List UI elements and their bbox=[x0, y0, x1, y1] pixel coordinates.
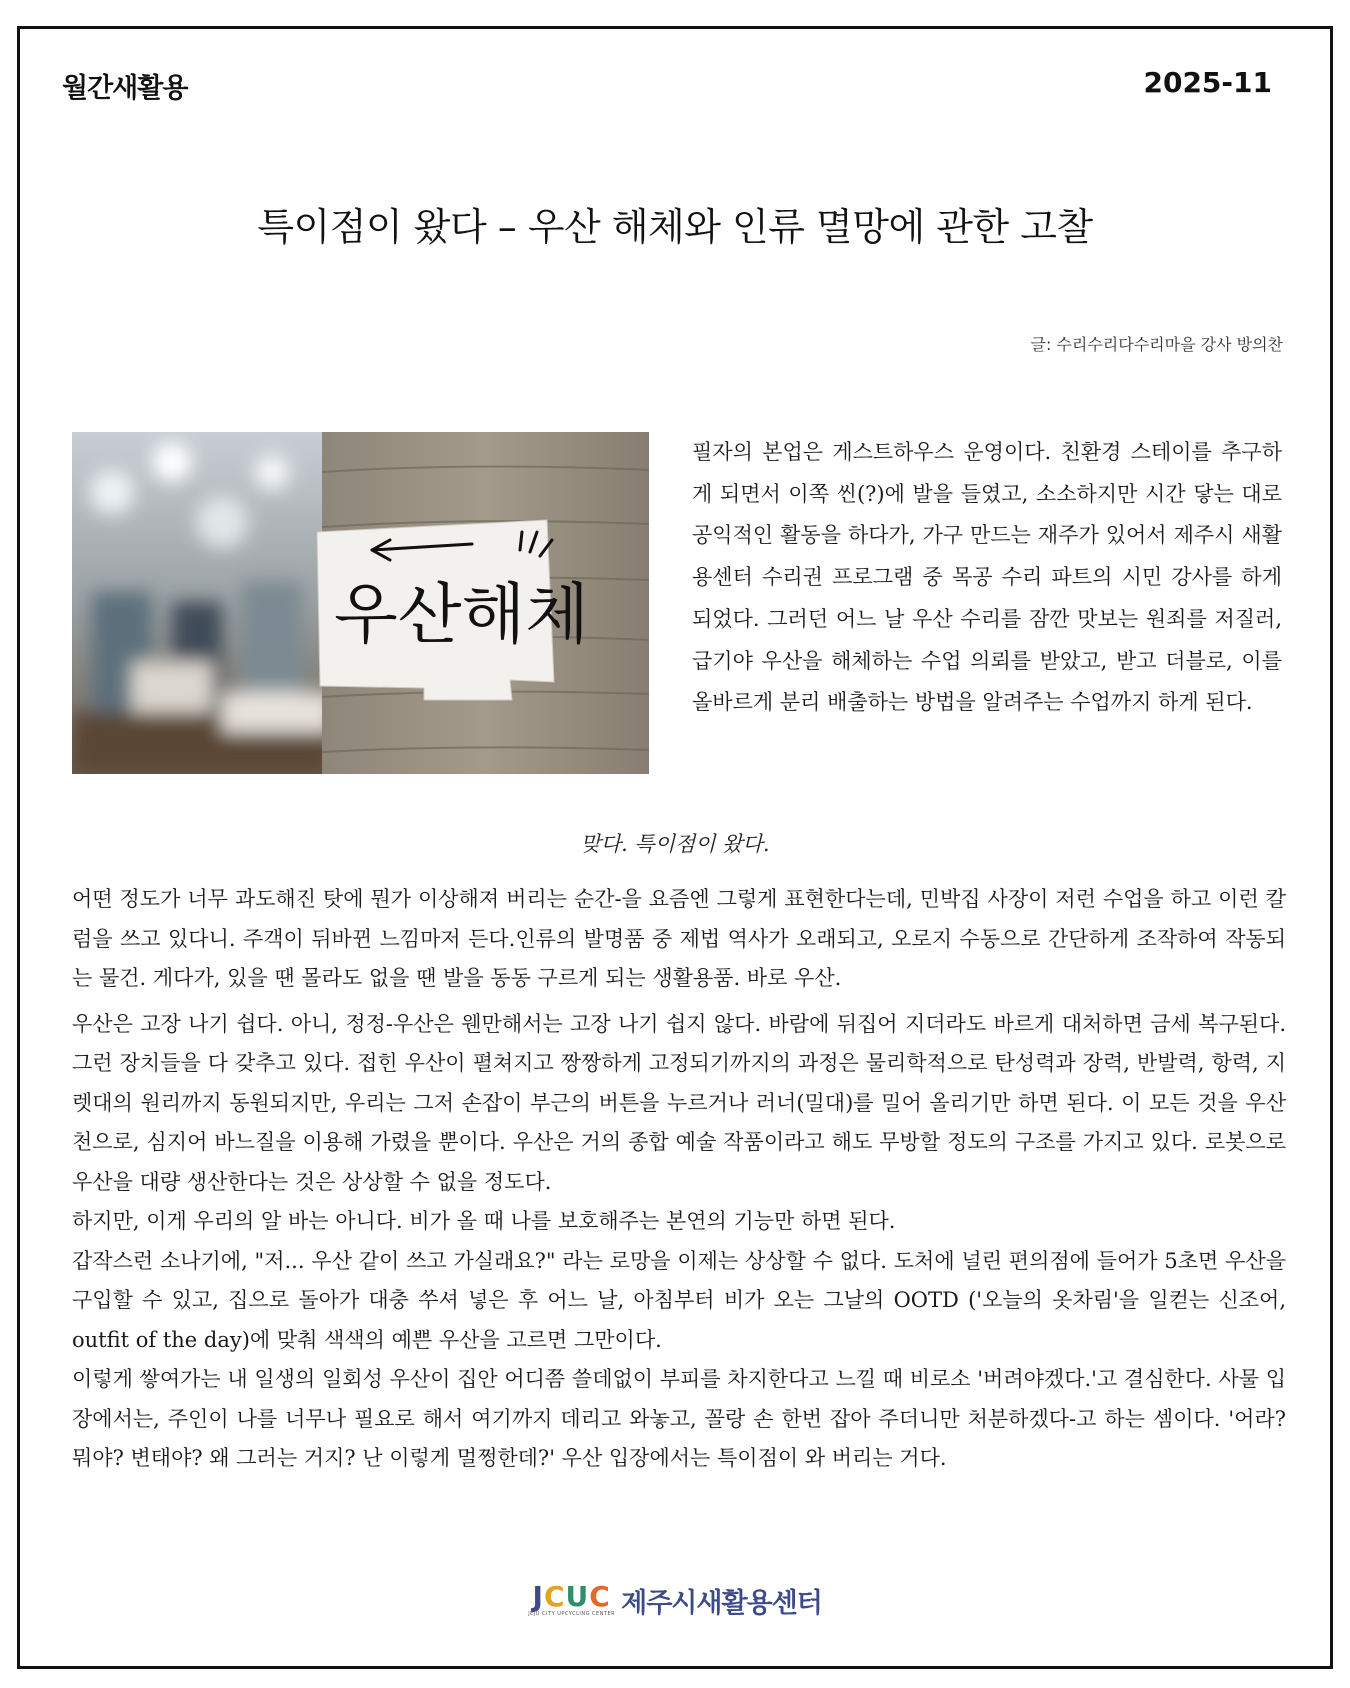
article-byline: 글: 수리수리다수리마을 강사 방의찬 bbox=[1030, 335, 1283, 354]
body-paragraph: 이렇게 쌓여가는 내 일생의 일회성 우산이 집안 어디쯤 쓸데없이 부피를 차지한다고 느낄 때 비로소 '버려야겠다.'고 결심한다. 사물 입장에서는, 주인이 나를 너무나 필요로 해서 여기까지 데리고 와놓고, 꼴랑 손 한번 잡아 주더니만 처분하겠다-고 하는 셈이다. '어라? 뭐야? 변태야? 왜 그러는 거지? 난 이렇게 멀쩡한데?' 우산 입장에서는 특이점이 와 버리는 거다. bbox=[72, 1367, 1286, 1470]
body-paragraph: 우산은 고장 나기 쉽다. 아니, 정정-우산은 웬만해서는 고장 나기 쉽지 않다. 바람에 뒤집어 지더라도 바르게 대처하면 금세 복구된다. 그런 장치들을 다 갖추고 있다. 접힌 우산이 펼쳐지고 짱짱하게 고정되기까지의 과정은 물리학적으로 탄성력과 장력, 반발력, 항력, 지렛대의 원리까지 동원되지만, 우리는 그저 손잡이 부근의 버튼을 누르거나 러너(밀대)를 밀어 올리기만 하면 된다. 이 모든 것을 우산 천으로, 심지어 바느질을 이용해 가렸을 뿐이다. 우산은 거의 종합 예술 작품이라고 해도 무방할 정도의 구조를 가지고 있다. 로봇으로 우산을 대량 생산한다는 것은 상상할 수 없을 정도다. bbox=[72, 1011, 1286, 1194]
umbrella-sign-photo bbox=[72, 432, 649, 774]
article-title: 특이점이 왔다 – 우산 해체와 인류 멸망에 관한 고찰 bbox=[257, 205, 1093, 249]
pull-quote: 맞다. 특이점이 왔다. bbox=[580, 832, 770, 856]
article-body bbox=[72, 880, 1286, 1479]
logo-letters bbox=[532, 1580, 611, 1613]
logo-letter: C bbox=[543, 1580, 566, 1613]
body-paragraph: 어떤 정도가 너무 과도해진 탓에 뭔가 이상해져 버리는 순간-을 요즘엔 그렇게 표현한다는데, 민박집 사장이 저런 수업을 하고 이런 칼럼을 쓰고 있다니. 주객이 뒤바뀐 느낌마저 든다.인류의 발명품 중 제법 역사가 오래되고, 오로지 수동으로 간단하게 조작하여 작동되는 물건. 게다가, 있을 땐 몰라도 없을 땐 발을 동동 구르게 되는 생활용품. 바로 우산. bbox=[72, 887, 1286, 990]
article-photo bbox=[72, 432, 649, 774]
body-paragraph: 하지만, 이게 우리의 알 바는 아니다. 비가 올 때 나를 보호해주는 본연의 기능만 하면 된다. bbox=[72, 1209, 896, 1233]
body-paragraph: 갑작스런 소나기에, "저... 우산 같이 쓰고 가실래요?" 라는 로망을 이제는 상상할 수 없다. 도처에 널린 편의점에 들어가 5초면 우산을 구입할 수 있고, 집으로 돌아가 대충 쑤셔 넣은 후 어느 날, 아침부터 비가 오는 그날의 OOTD ('오늘의 옷차림'을 일컫는 신조어, outfit of the day)에 맞춰 색색의 예쁜 우산을 고르면 그만이다. bbox=[72, 1248, 1286, 1352]
center-logo bbox=[528, 1581, 822, 1620]
logo-letter: C bbox=[589, 1580, 611, 1613]
logo-letter: J bbox=[532, 1580, 544, 1613]
logo-letter: U bbox=[565, 1580, 590, 1613]
magazine-name: 월간새활용 bbox=[62, 73, 188, 104]
photo-sign-text: 우산해체 bbox=[334, 576, 590, 653]
logo-name: 제주시새활용센터 bbox=[621, 1588, 822, 1619]
issue-date: 2025-11 bbox=[1143, 66, 1272, 99]
intro-paragraph: 필자의 본업은 게스트하우스 운영이다. 친환경 스테이를 추구하게 되면서 이쪽 씬(?)에 발을 들였고, 소소하지만 시간 닿는 대로 공익적인 활동을 하다가, 가구 만드는 재주가 있어서 제주시 새활용센터 수리권 프로그램 중 목공 수리 파트의 시민 강사를 하게 되었다. 그러던 어느 날 우산 수리를 잠깐 맛보는 원죄를 저질러, 급기야 우산을 해체하는 수업 의뢰를 받았고, 받고 더블로, 이를 올바르게 분리 배출하는 방법을 알려주는 수업까지 하게 된다. bbox=[692, 440, 1282, 715]
logo-mark bbox=[528, 1580, 616, 1618]
logo-subtitle: JEJU CITY UPCYCLING CENTER bbox=[528, 1611, 616, 1617]
footer bbox=[0, 1581, 1350, 1620]
